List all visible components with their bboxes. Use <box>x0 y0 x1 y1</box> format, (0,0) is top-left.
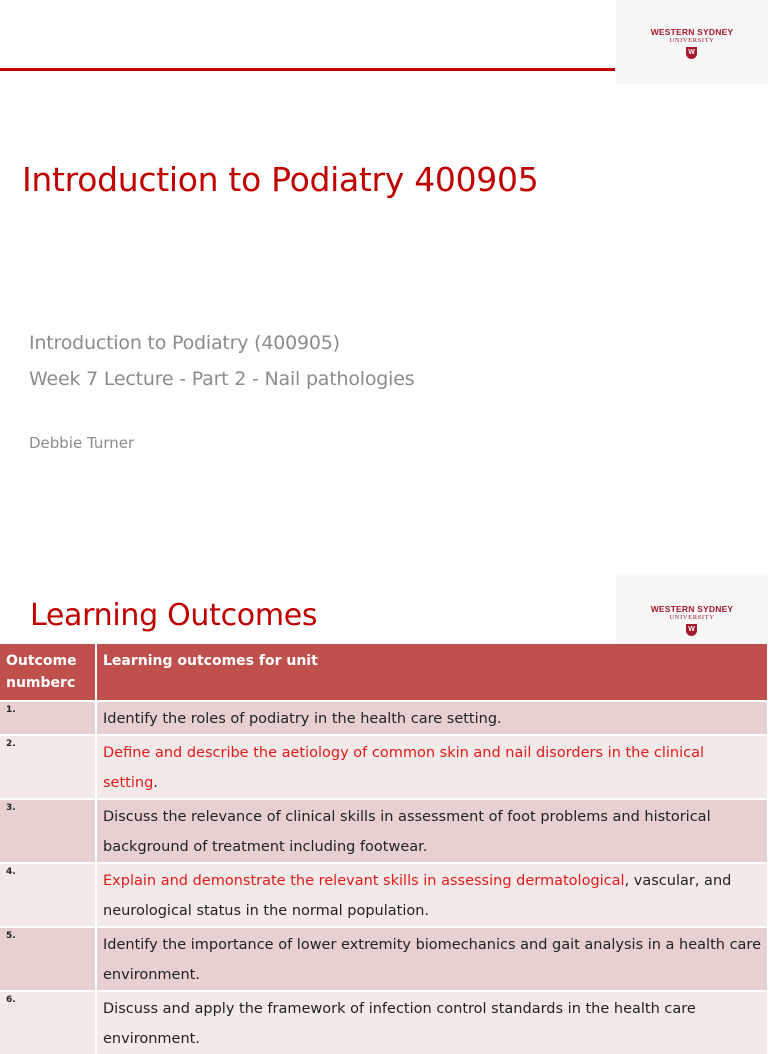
outcome-text <box>96 863 768 927</box>
outcome-text <box>96 799 768 863</box>
outcome-text-segment: . <box>153 775 158 791</box>
outcome-text-segment: Discuss and apply the framework of infection control standards in the health care environment. <box>103 1001 696 1047</box>
outcome-text-segment: , vascular, and neurological status in the normal population. <box>103 873 732 919</box>
highlighted-text: Explain and demonstrate the relevant skills in assessing dermatological <box>103 873 625 889</box>
outcome-text <box>96 701 768 735</box>
outcome-text-segment: Identify the importance of lower extremity biomechanics and gait analysis in a health care environment. <box>103 937 761 983</box>
logo-line1: WESTERN SYDNEY <box>650 604 734 614</box>
outcome-number: 3. <box>0 799 96 863</box>
table-row <box>0 701 768 735</box>
outcome-text-segment: Identify the roles of podiatry in the health care setting. <box>103 711 502 727</box>
highlighted-text: Define and describe the aetiology of common skin and nail disorders in the clinical setting <box>103 745 705 791</box>
university-logo <box>616 574 768 644</box>
subtitle-lecture: Week 7 Lecture - Part 2 - Nail pathologies <box>29 368 415 390</box>
table-row <box>0 991 768 1054</box>
subtitle-course: Introduction to Podiatry (400905) <box>29 332 340 354</box>
table-row <box>0 799 768 863</box>
outcome-number: 5. <box>0 927 96 991</box>
outcomes-table <box>0 644 769 1054</box>
shield-icon: W <box>686 624 697 636</box>
table-header-row <box>0 644 768 701</box>
slide-title: Introduction to Podiatry 400905 <box>22 160 539 199</box>
outcome-text <box>96 927 768 991</box>
header-learning-outcomes: Learning outcomes for unit <box>96 644 768 701</box>
outcome-number: 4. <box>0 863 96 927</box>
logo-line1: WESTERN SYDNEY <box>650 27 734 37</box>
outcome-number: 1. <box>0 701 96 735</box>
outcome-text <box>96 991 768 1054</box>
outcome-text-segment: Discuss the relevance of clinical skills in assessment of foot problems and historical background of treatment including footwear. <box>103 809 711 855</box>
outcome-number: 2. <box>0 735 96 799</box>
header-outcome-number: Outcome numberc <box>0 644 96 701</box>
presenter-name: Debbie Turner <box>29 434 135 452</box>
shield-icon: W <box>686 47 697 59</box>
outcome-number: 6. <box>0 991 96 1054</box>
table-row <box>0 863 768 927</box>
logo-line2: UNIVERSITY <box>669 614 715 621</box>
slide-title: Learning Outcomes <box>30 598 318 633</box>
header-rule <box>0 68 615 71</box>
table-row <box>0 927 768 991</box>
university-logo <box>616 0 768 84</box>
logo-line2: UNIVERSITY <box>669 37 715 44</box>
table-row <box>0 735 768 799</box>
outcome-text <box>96 735 768 799</box>
learning-outcomes-slide <box>0 574 768 1047</box>
